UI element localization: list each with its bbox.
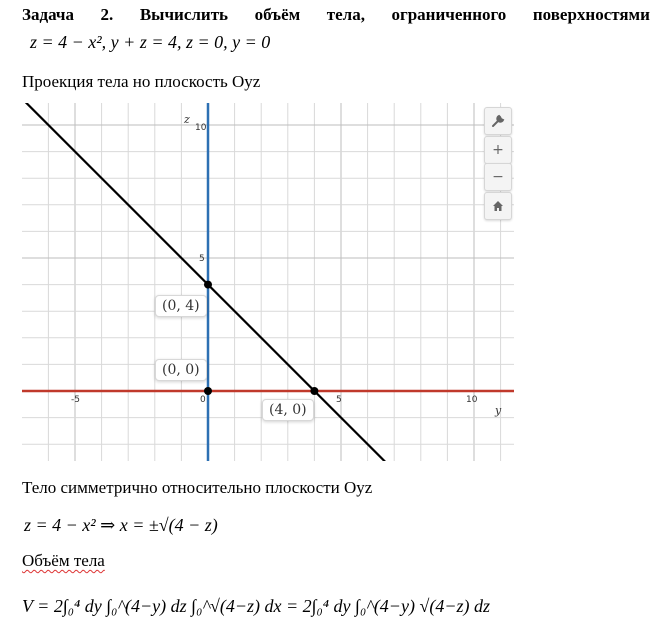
x-tick-label: 5 (336, 395, 342, 405)
section-projection-text (22, 72, 260, 92)
point-label: (0, 0) (155, 359, 207, 381)
volume-text: Объём тела (22, 551, 105, 570)
formula-volume: V = 2∫₀⁴ dy ∫₀^(4−y) dz ∫₀^√(4−z) dx = 2∫₀⁴ dy ∫₀^(4−y) √(4−z) dz (22, 596, 490, 616)
task-heading (22, 5, 650, 25)
task-word: Задача (22, 5, 74, 24)
task-word: Вычислить (139, 5, 229, 24)
intersection-point (310, 387, 318, 395)
x-tick-label: -5 (71, 395, 80, 405)
intersection-point (204, 281, 212, 289)
x-tick-label: 10 (466, 395, 478, 405)
task-word: 2. (100, 5, 114, 24)
formula-symmetry: z = 4 − x² ⇒ x = ±√(4 − z) (24, 515, 218, 535)
y-tick-label: 10 (195, 123, 207, 133)
graph-panel[interactable] (22, 103, 514, 461)
x-tick-label: 0 (200, 395, 206, 405)
y-axis-name: y (495, 404, 502, 417)
section-symmetry-text (22, 478, 372, 498)
point-label: (0, 4) (155, 295, 207, 317)
symmetry-text: Тело симметрично относительно плоскости Oyz (22, 478, 373, 497)
home-icon[interactable] (484, 192, 512, 220)
task-word: поверхностями (532, 5, 650, 24)
task-word: ограниченного (391, 5, 507, 24)
projection-text: Проекция тела но плоскость Oyz (22, 72, 261, 91)
plus-icon[interactable]: + (484, 136, 512, 164)
point-label: (4, 0) (262, 399, 314, 421)
y-tick-label: 5 (199, 254, 205, 264)
minus-icon[interactable]: − (484, 163, 512, 191)
z-axis-name: z (184, 113, 190, 126)
task-word: объём (254, 5, 301, 24)
wrench-icon[interactable] (484, 107, 512, 135)
task-word: тела, (326, 5, 365, 24)
intersection-point (204, 387, 212, 395)
section-volume-text (22, 551, 105, 571)
surfaces-formula: z = 4 − x², y + z = 4, z = 0, y = 0 (30, 32, 271, 52)
